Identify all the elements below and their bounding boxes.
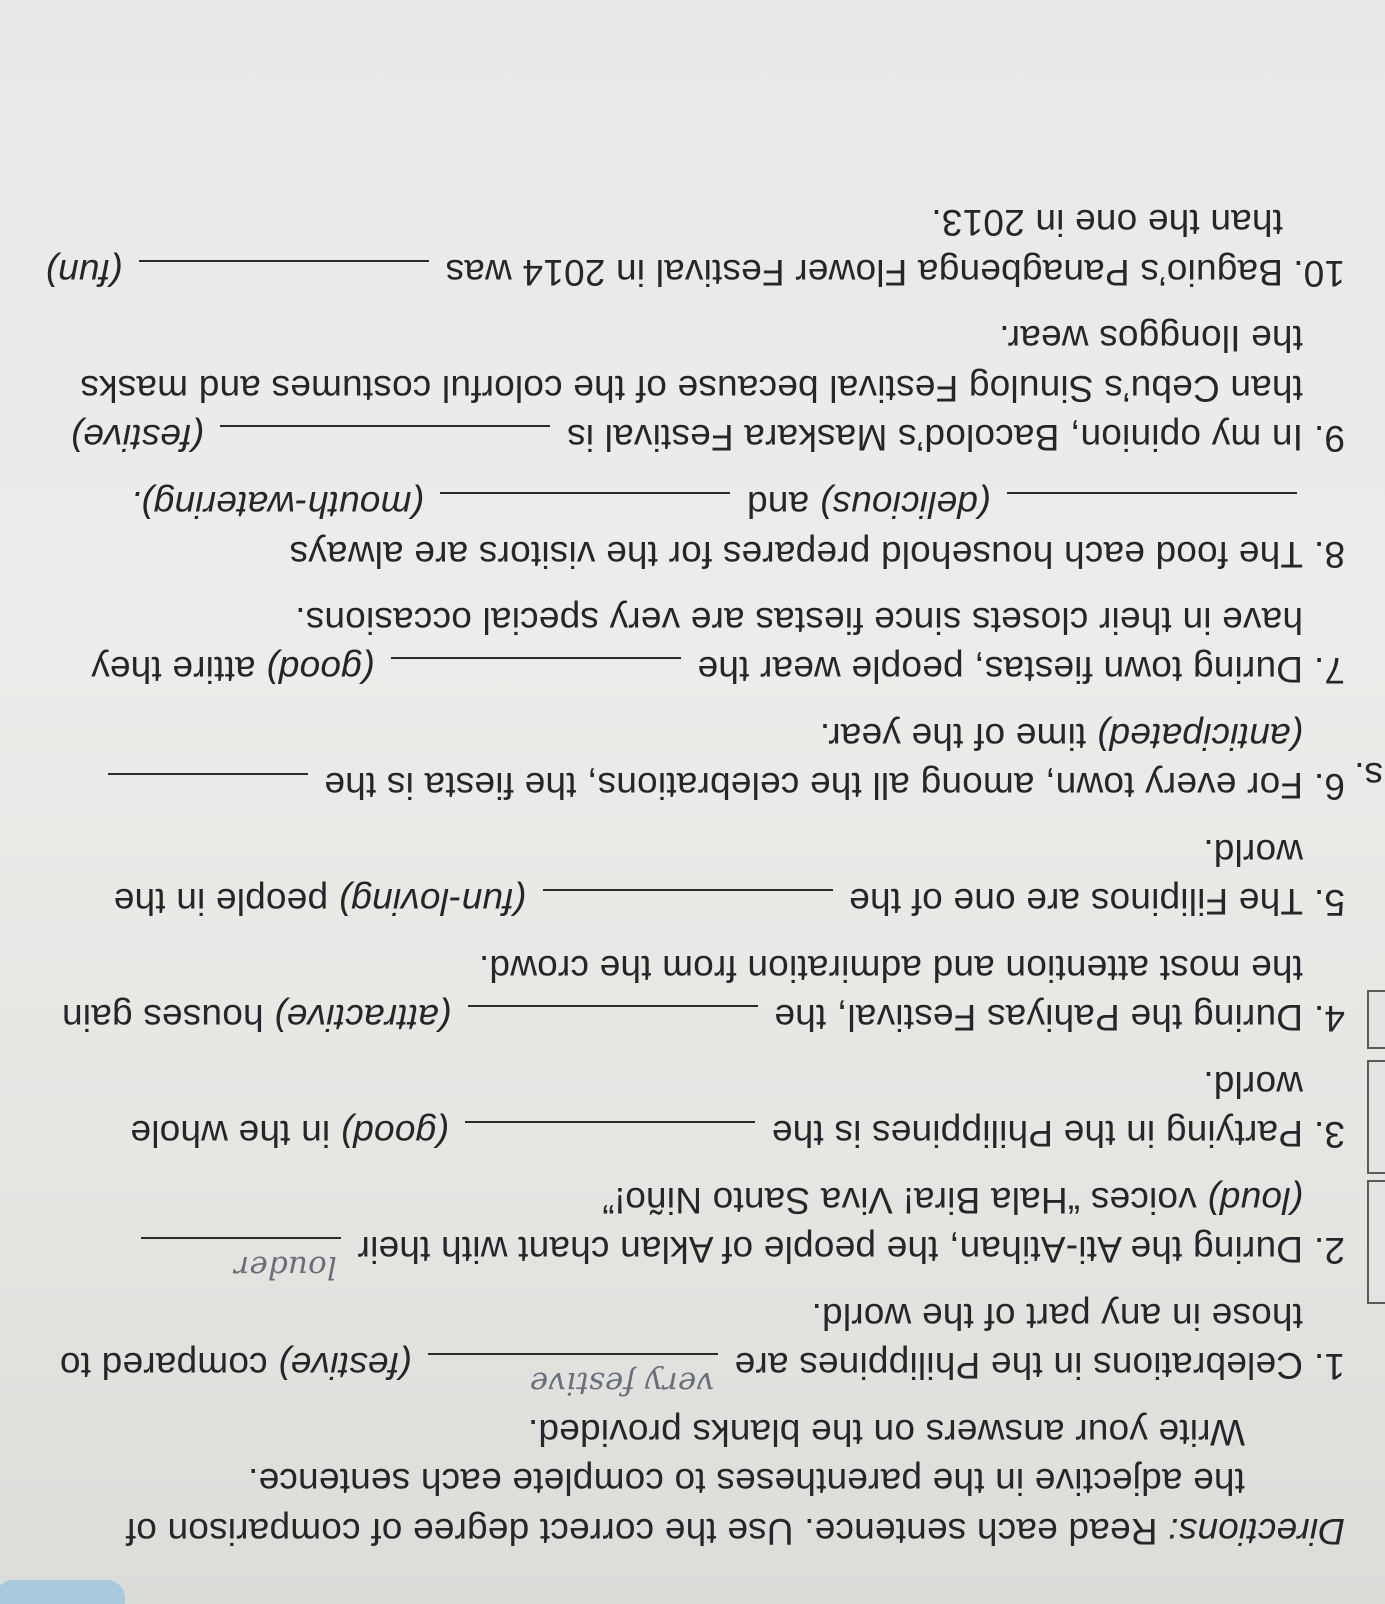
side-letter: s. xyxy=(1354,755,1383,796)
question-3 xyxy=(40,1060,1345,1160)
question-text: compared to those in any part of the world. xyxy=(59,1296,1303,1387)
adjective-hint: (fun-loving) xyxy=(338,881,527,923)
directions-line3: Write your answers on the blanks provided. xyxy=(527,1412,1245,1453)
question-text: than Cebu’s Sinulog Festival because of the colorful costumes and masks the Ilonggos wear. xyxy=(80,318,1303,409)
question-10 xyxy=(40,198,1345,298)
question-number: 2. xyxy=(1313,1230,1345,1272)
question-text: The food each household prepares for the visitors are always xyxy=(289,534,1303,576)
directions-line2: the adjective in the parentheses to complete each sentence. xyxy=(247,1461,1245,1503)
question-text: Celebrations in the Philippines are xyxy=(734,1345,1303,1387)
question-6 xyxy=(40,712,1345,812)
question-number: 9. xyxy=(1313,418,1345,460)
question-body xyxy=(40,1292,1303,1401)
directions-line1: Read each sentence. Use the correct degree of comparison of xyxy=(125,1511,1158,1552)
question-number: 7. xyxy=(1313,650,1345,692)
question-body xyxy=(40,712,1303,812)
question-body xyxy=(40,480,1303,580)
adjective-hint: (good) xyxy=(340,1113,449,1155)
adjective-hint: (anticipated) xyxy=(1096,716,1303,757)
margin-tab xyxy=(1367,990,1385,1049)
question-number: 10. xyxy=(1292,253,1345,294)
question-text: In my opinion, Bacolod’s Maskara Festival is xyxy=(566,417,1303,459)
adjective-hint: (fun) xyxy=(45,252,123,293)
answer-blank-6[interactable] xyxy=(108,774,308,812)
question-number: 8. xyxy=(1313,534,1345,576)
question-text: voices “Hala Bira! Viva Santo Niño!” xyxy=(602,1180,1197,1221)
adjective-hint: (attractive) xyxy=(274,997,452,1039)
directions-label: Directions: xyxy=(1168,1511,1345,1552)
question-body xyxy=(40,596,1303,696)
directions xyxy=(40,1408,1345,1557)
adjective-hint: (festive) xyxy=(70,417,204,459)
answer-blank-2[interactable] xyxy=(141,1238,341,1285)
question-body xyxy=(40,1060,1303,1160)
question-text: During the Pahiyas Festival, the xyxy=(774,997,1303,1039)
question-body xyxy=(40,314,1303,464)
answer-blank-4[interactable] xyxy=(468,1006,758,1044)
question-4 xyxy=(40,944,1345,1044)
question-2 xyxy=(40,1176,1345,1285)
question-text: and xyxy=(746,484,810,525)
answer-blank-9[interactable] xyxy=(220,426,550,464)
question-8 xyxy=(40,480,1345,580)
question-number: 1. xyxy=(1313,1346,1345,1388)
answer-blank-8b[interactable] xyxy=(440,492,730,530)
question-1 xyxy=(40,1292,1345,1401)
question-text: time of the year. xyxy=(819,716,1087,757)
margin-tab xyxy=(1367,1180,1385,1304)
question-text: attire they have in their closets since fiestas are very special occasions. xyxy=(91,600,1303,691)
question-7 xyxy=(40,596,1345,696)
handwritten-answer: very festive xyxy=(529,1365,714,1401)
question-text: During town fiestas, people wear the xyxy=(697,649,1303,691)
question-body xyxy=(40,198,1283,298)
question-text: houses gain the most attention and admiration from the crowd. xyxy=(61,948,1303,1039)
adjective-hint: (delicious) xyxy=(819,484,991,525)
question-body xyxy=(40,944,1303,1044)
answer-blank-5[interactable] xyxy=(543,890,833,928)
question-text: Partying in the Philippines is the xyxy=(771,1113,1303,1155)
worksheet-text xyxy=(40,182,1345,1556)
adjective-hint: (good) xyxy=(266,649,375,691)
corner-badge xyxy=(0,1580,125,1604)
question-body xyxy=(40,1176,1303,1285)
adjective-hint: (festive) xyxy=(278,1345,412,1387)
margin-tab xyxy=(1367,1060,1385,1174)
question-text: in the whole world. xyxy=(130,1064,1303,1155)
question-9 xyxy=(40,314,1345,464)
answer-blank-3[interactable] xyxy=(465,1122,755,1160)
handwritten-answer: louder xyxy=(234,1249,337,1285)
answer-blank-7[interactable] xyxy=(391,658,681,696)
adjective-hint: (mouth-watering). xyxy=(130,484,424,525)
answer-blank-8a[interactable] xyxy=(1007,492,1297,530)
question-number: 5. xyxy=(1313,882,1345,924)
question-body xyxy=(40,828,1303,928)
answer-blank-1[interactable] xyxy=(428,1354,718,1401)
question-number: 3. xyxy=(1313,1114,1345,1156)
question-number: 6. xyxy=(1313,766,1345,808)
question-5 xyxy=(40,828,1345,928)
question-text: than the one in 2013. xyxy=(931,202,1283,244)
question-text: Baguio’s Panagbenga Flower Festival in 2014 was xyxy=(445,252,1283,293)
question-number: 4. xyxy=(1313,998,1345,1040)
question-text: people in the world. xyxy=(113,832,1303,923)
question-text: The Filipinos are one of the xyxy=(849,881,1303,923)
answer-blank-10[interactable] xyxy=(139,260,429,298)
question-text: For every town, among all the celebrations, the fiesta is the xyxy=(324,765,1303,807)
adjective-hint: (loud) xyxy=(1207,1180,1303,1221)
question-text: During the Ati-Atihan, the people of Aklan chant with their xyxy=(357,1229,1303,1271)
